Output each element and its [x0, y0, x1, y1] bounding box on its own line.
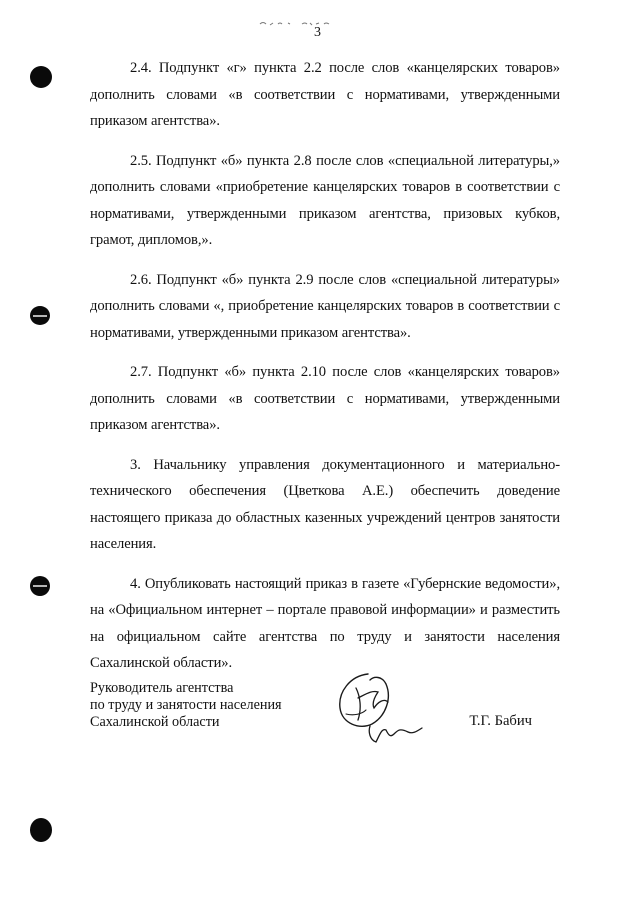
paragraph-2-7: 2.7. Подпункт «б» пункта 2.10 после слов «канцелярских товаров» дополнить словами «в соответствии с нормативами, утвержденными приказом агентства». — [90, 364, 560, 433]
punch-hole — [30, 818, 52, 842]
document-body — [90, 55, 560, 690]
signer-title — [90, 680, 282, 731]
signature-block — [90, 680, 560, 770]
scan-artifact — [258, 18, 338, 28]
paragraph-4: 4. Опубликовать настоящий приказ в газете «Губернские ведомости», на «Официальном интернет – портале правовой информации» и разместить на официальном сайте агентства по труду и занятости населения Сахалинской области». — [90, 575, 560, 671]
punch-hole — [30, 576, 50, 596]
signer-title-line: Сахалинской области — [90, 714, 220, 730]
punch-hole — [30, 66, 52, 88]
paragraph-2-4: 2.4. Подпункт «г» пункта 2.2 после слов «канцелярских товаров» дополнить словами «в соответствии с нормативами, утвержденными приказом агентства». — [90, 60, 560, 129]
signer-title-line: Руководитель агентства — [90, 680, 234, 696]
punch-hole — [30, 306, 50, 325]
paragraph-3: 3. Начальнику управления документационного и материально-технического обеспечения (Цветкова А.Е.) обеспечить доведение настоящего приказа до областных казенных учреждений центров занятости населения. — [90, 456, 560, 552]
page-number: 3 — [314, 25, 321, 40]
paragraph-2-5: 2.5. Подпункт «б» пункта 2.8 после слов «специальной литературы,» дополнить словами «приобретение канцелярских товаров в соответствии с нормативами, утвержденными приказом агентства, призовых кубков, грамот, дипломов,». — [90, 152, 560, 248]
paragraph-2-6: 2.6. Подпункт «б» пункта 2.9 после слов «специальной литературы» дополнить словами «, приобретение канцелярских товаров в соответствии с нормативами, утвержденными приказом агентства». — [90, 271, 560, 341]
handwritten-signature — [328, 668, 432, 748]
signer-title-line: по труду и занятости населения — [90, 697, 282, 713]
signer-name: Т.Г. Бабич — [469, 713, 532, 729]
